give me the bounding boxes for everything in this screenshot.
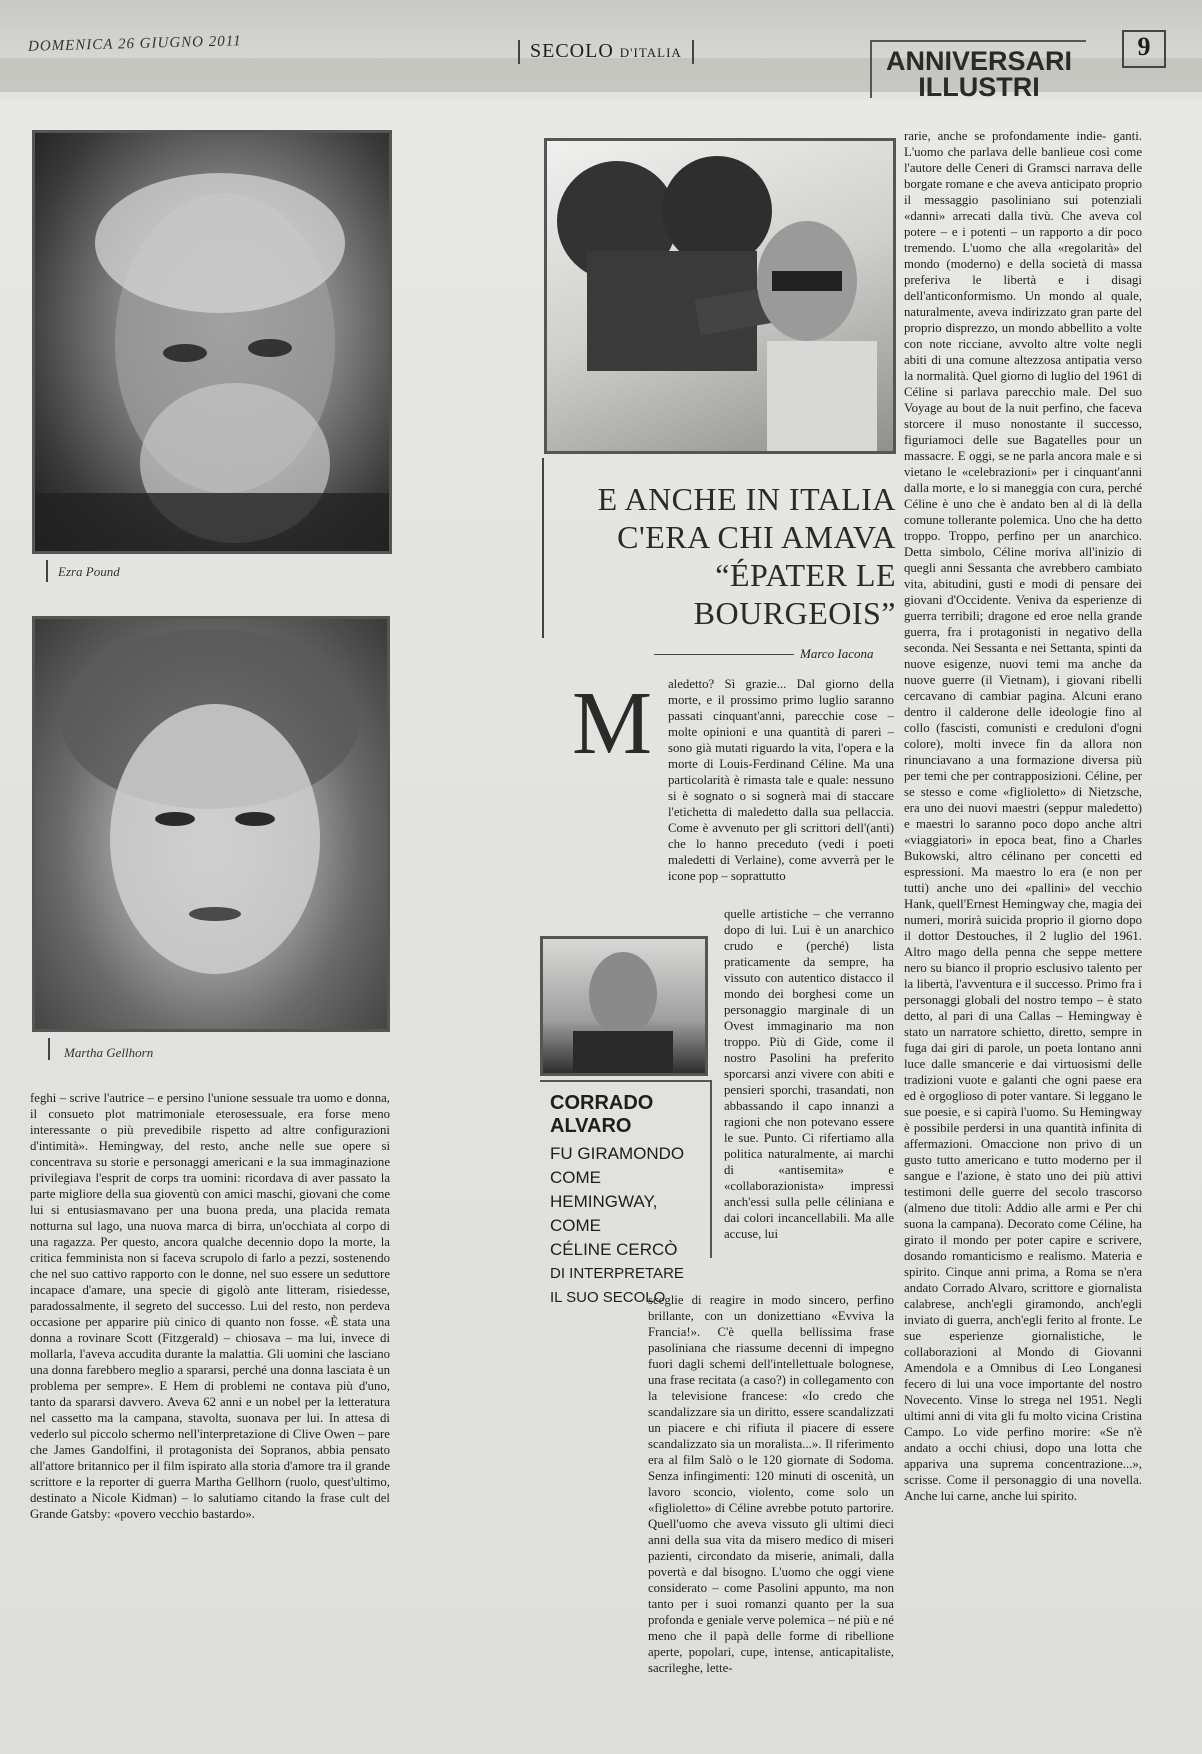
byline-rule (654, 654, 794, 655)
article-middle-column-a (668, 676, 894, 906)
film-camera-icon (547, 141, 893, 451)
alvaro-photo (540, 936, 708, 1076)
page-number: 9 (1122, 30, 1166, 68)
ezra-pound-photo (32, 130, 392, 554)
article-middle-column-b (724, 906, 894, 1290)
martha-gellhorn-photo (32, 616, 390, 1032)
headline-line2: C'ERA CHI AMAVA (617, 519, 896, 555)
article-right-column (904, 128, 1142, 1728)
sidebar-sub-4: DI INTERPRETARE (550, 1265, 684, 1282)
sidebar-subtitle (550, 1142, 710, 1310)
pound-caption: Ezra Pound (58, 564, 120, 579)
sidebar-title: CORRADO ALVARO (550, 1092, 654, 1137)
headline-rule (542, 458, 544, 638)
masthead-title: SECOLO (530, 40, 614, 62)
masthead (518, 40, 694, 64)
sidebar-sub-1: FU GIRAMONDO COME (550, 1144, 685, 1187)
drop-cap: M (572, 674, 653, 773)
article-left-column (30, 1090, 390, 1730)
sidebar-sub-5: IL SUO SECOLO (550, 1289, 666, 1306)
section-line2: ILLUSTRI (918, 72, 1040, 102)
article-byline: Marco Iacona (800, 646, 874, 661)
portrait-man-icon (543, 939, 705, 1073)
portrait-man-icon (35, 133, 389, 551)
middle-column-a-text: aledetto? Sì grazie... Dal giorno della morte, e il prossimo primo luglio saranno passati cinquant'anni, parecchie cose – molte opinioni e una quantità di pareri – sono già mutati riguardo la vita, l'opera e la morte di Louis-Ferdinand Céline. Ma una particolarità è rimasta tale e quale: nessuno si è sognato o si sognerà mai di staccare l'etichetta di maledetto dalla sua pellaccia. Come è avvenuto per gli scrittori dell'(anti) che lo hanno preceduto (vedi i poeti maledetti di Verlaine), come avverrà per le icone pop – soprattutto (668, 677, 894, 883)
headline-line3: “ÉPATER LE BOURGEOIS” (693, 557, 896, 631)
sidebar-sub-3: CÉLINE CERCÒ (550, 1240, 678, 1259)
section-line1: ANNIVERSARI (885, 46, 1073, 76)
middle-column-b-text: quelle artistiche – che verranno dopo di lui. Lui è un anarchico crudo e (perché) lista praticamente da sempre, ha vissuto con autentico distacco il mondo dei borghesi come un personaggio marginale di un Ovest immaginario ma non troppo. Più di Gide, come il nostro Pasolini ha preferito sporcarsi anzi vivere con abiti e pensieri sporchi, trasandati, non abbassando il capo innanzi a ragioni che non potevano essere le sue. Punto. Ci rifertiamo alla politica naturalmente, ai marchi di «antisemita» e «collaborazionista» impressi anch'essi sulla pelle céliniana e dai colori incancellabili. Ma alle accuse, lui (724, 907, 894, 1241)
headline-line1: E ANCHE IN ITALIA (597, 481, 896, 517)
alvaro-sidebar (540, 1080, 712, 1306)
article-middle-column-c (648, 1292, 894, 1732)
sidebar-sub-2: HEMINGWAY, COME (550, 1192, 658, 1235)
right-column-text: rarie, anche se profondamente indie- ganti. L'uomo che parlava delle banlieue così come l'autore delle Ceneri di Gramsci narrava delle borgate romane e che aveva anticipato proprio il messaggio pasoliniano sui potenziali «danni» arrecati dalla tivù. Che aveva col potere – e i potenti – un rapporto a dir poco tremendo. L'uomo che alla «regolarità» del mondo (moderno) e della società di massa preferiva le libertà e i disagi dell'anticonformismo. Un mondo al quale, naturalmente, aveva indirizzato gran parte del proprio disprezzo, un mondo abbellito a volte con note ricciane, avvolto altre volte negli abiti di una comune altezzosa antipatia verso la normalità. Quel giorno di luglio del 1961 di Céline si parlava parecchio male. Del suo Voyage au bout de la nuit perfino, che faceva storcere il muso nonostante il successo, figuriamoci delle sue Bagatelles pour un massacre. E oggi, se ne parla ancora male e si vietano le «celebrazioni» per i cinquant'anni dalla morte, e lo si maneggia con cura, perché Céline è uno che è andato ben al di là della comune tollerante polemica. Uno che ha detto troppo. Troppo, perfino per un anarchico. Detta simbolo, Céline moriva all'inizio di quegli anni Sessanta che avrebbero cambiato vita, abitudini, gusti e modi di pensare dei giovani d'Occidente. Veniva da esperienze di guerra terribili; dragone ed eroe nella grande guerra, fra i protagonisti in negativo della seconda. Nei Sessanta e nei Settanta, spinti da nuove esigenze, nuovi temi ma anche da nuove guerre (il Vietnam), i giovani ribelli cercavano di cambiar pagina. Alcuni erano dentro il calderone delle ideologie fino al collo (fascisti, comunisti e creduloni d'ogni colore), molti invece fin da allora non rinunciavano a una formazione diversa più per temi che per contrapposizioni. Céline, per se stesso e come «figlioletto» di Nietzsche, era uno dei nuovi maestri (seppur maledetto) e maestri lo saranno poco dopo anche altri «viaggiatori» in epoca beat, fino a Charles Bukowski, altro célinano per concetti ed espressioni. Ma maestro lo era (e non per tutti) anche uno dei «pallini» del vecchio Hank, quell'Ernest Hemingway che, magia dei numeri, morirà suicida proprio il giorno dopo il dottor Destouches, il 2 luglio del 1961. Altro mago della penna che seppe mettere nero su bianco il proprio esclusivo talento per la libertà, l'avventura e il successo. Primo fra i personaggi globali del nostro tempo – è stato detto, al pari di una Callas – Hemingway è stato un narratore schietto, diretto, sempre in fuga dai giri di parole, un poeta lontano anni luce dalle smancerie e dai virtuosismi delle tradizioni vuote e galanti che ogni paese era ed è orgoglioso di poter vantare. Si leggano le sue poesie, e si capirà l'uomo. Su Hemingway è possibile perdersi in una quantità infinita di affermazioni. Omaccione non privo di un gusto tutto americano e tutto moderno per il sangue e l'azione, è stato uno dei più attivi testimoni delle guerre del secolo trascorso (almeno due titoli: Addio alle armi e Per chi suona la campana). Decorato come Céline, ha girato il mondo per poter capire e scrivere, dosando romanticismo e realismo. Materia e spirito. Cinque anni prima, a Roma se n'era andato Corrado Alvaro, scrittore e giornalista calabrese, anch'egli giramondo, anch'egli inviato di guerra, anch'egli ferito al fronte. Le sue esperienze giornalistiche, le collaborazioni al Mondo di Giovanni Amendola e a Omnibus di Leo Longanesi fecero di lui una voce importante del nostro Novecento. Vinse lo strega nel 1951. Negli ultimi anni di vita gli fu molto vicina Cristina Campo. Lo vide perfino morire: «Se n'è andato a occhi chiusi, dopo una lotta che appariva una suprema concentrazione...», scrisse. Come il personaggio di una novella. Anche lui carne, anche lui spirito. (904, 129, 1142, 1503)
article-headline (556, 480, 896, 632)
masthead-subtitle: D'ITALIA (619, 45, 682, 60)
pasolini-camera-photo (544, 138, 896, 454)
section-label (876, 48, 1082, 100)
left-column-text: feghi – scrive l'autrice – e persino l'unione sessuale tra uomo e donna, il consueto plot matrimoniale eterosessuale, era forse meno interessante o più prevedibile rispetto ad altre configurazioni d'intimità». Hemingway, del resto, anche nelle sue opere si concentrava su storie e personaggi americani e la sua immaginazione privilegiava l'esprit de corps tra uomini: ricordava di aver passato la parte migliore della sua gioventù con amici maschi, giovani che come lui si entusiasmavano per una buona preda, una placida remata notturna sul lago, una nuova marca di birra, un'occhiata al corpo di una ragazza. Per questo, ancora qualche decennio dopo la morte, la critica femminista non si faceva scrupolo di farlo a pezzi, sostenendo che nel suo cattivo rapporto con le donne, nel suo essere un seduttore incapace d'amare, una specie di gigolò ante litteram, risiedesse, paradossalmente, il segreto del successo. Lui del resto, non perdeva occasione per apparire più cinico di quanto non fosse. «È stata una donna a rovinare Scott (Fitzgerald) – chiosava – ma lui, invece di mollarla, l'aveva accudita durante la malattia. Gli uomini che lasciano una donna farebbero meglio a spararsi, perché una donna lasciata è un problema per sempre». E Hem di problemi ne contava più d'uno, tanto da spararsi davvero. Aveva 62 anni e un nobel per la letteratura nel cassetto ma la campana, stavolta, suonava per lui. In attesa di vederlo sul piccolo schermo nell'interpretazione di Clive Owen – pare che James Gandolfini, il protagonista dei Sopranos, abbia pensato all'attore britannico per il film ispirato alla storia d'amore tra il grande scrittore e la reporter di guerra Martha Gellhorn (ruolo, quest'ultimo, destinato a Nicole Kidman) – lo salutiamo citando la frase cult del Grande Gatsby: «povero vecchio bastardo». (30, 1091, 390, 1521)
portrait-woman-icon (35, 619, 387, 1029)
issue-date: DOMENICA 26 GIUGNO 2011 (27, 33, 242, 55)
middle-column-c-text: sceglie di reagire in modo sincero, perfino brillante, con un donizettiano «Evviva la Francia!». C'è quella bellissima frase pasoliniana che riassume decenni di impegno fuori dagli schemi dell'intellettuale bolognese, una frase recitata (a caso?) in collegamento con la televisione francese: «Io credo che scandalizzare sia un diritto, essere scandalizzati un piacere e chi rifiuta il piacere di essere scandalizzato sia un moralista...». Il riferimento era al film Salò o le 120 giornate di Sodoma. Senza infingimenti: 120 minuti di oscenità, un lavoro sconcio, violento, come solo un «figlioletto» di Céline avrebbe potuto partorire. Quell'uomo che aveva vissuto gli ultimi dieci anni della sua vita da misero medico di miseri pazienti, circondato da miserie, animali, dalla povertà e dal bisogno. L'uomo che oggi viene considerato – come Pasolini appunto, ma non tanto per i suoi romanzi quanto per la sua profonda e geniale verve polemica – né più e né meno che il papà delle forme di ribellione aperte, popolari, cupe, intense, anticapitaliste, sacrileghe, lette- (648, 1293, 894, 1675)
gellhorn-caption: Martha Gellhorn (64, 1045, 154, 1060)
